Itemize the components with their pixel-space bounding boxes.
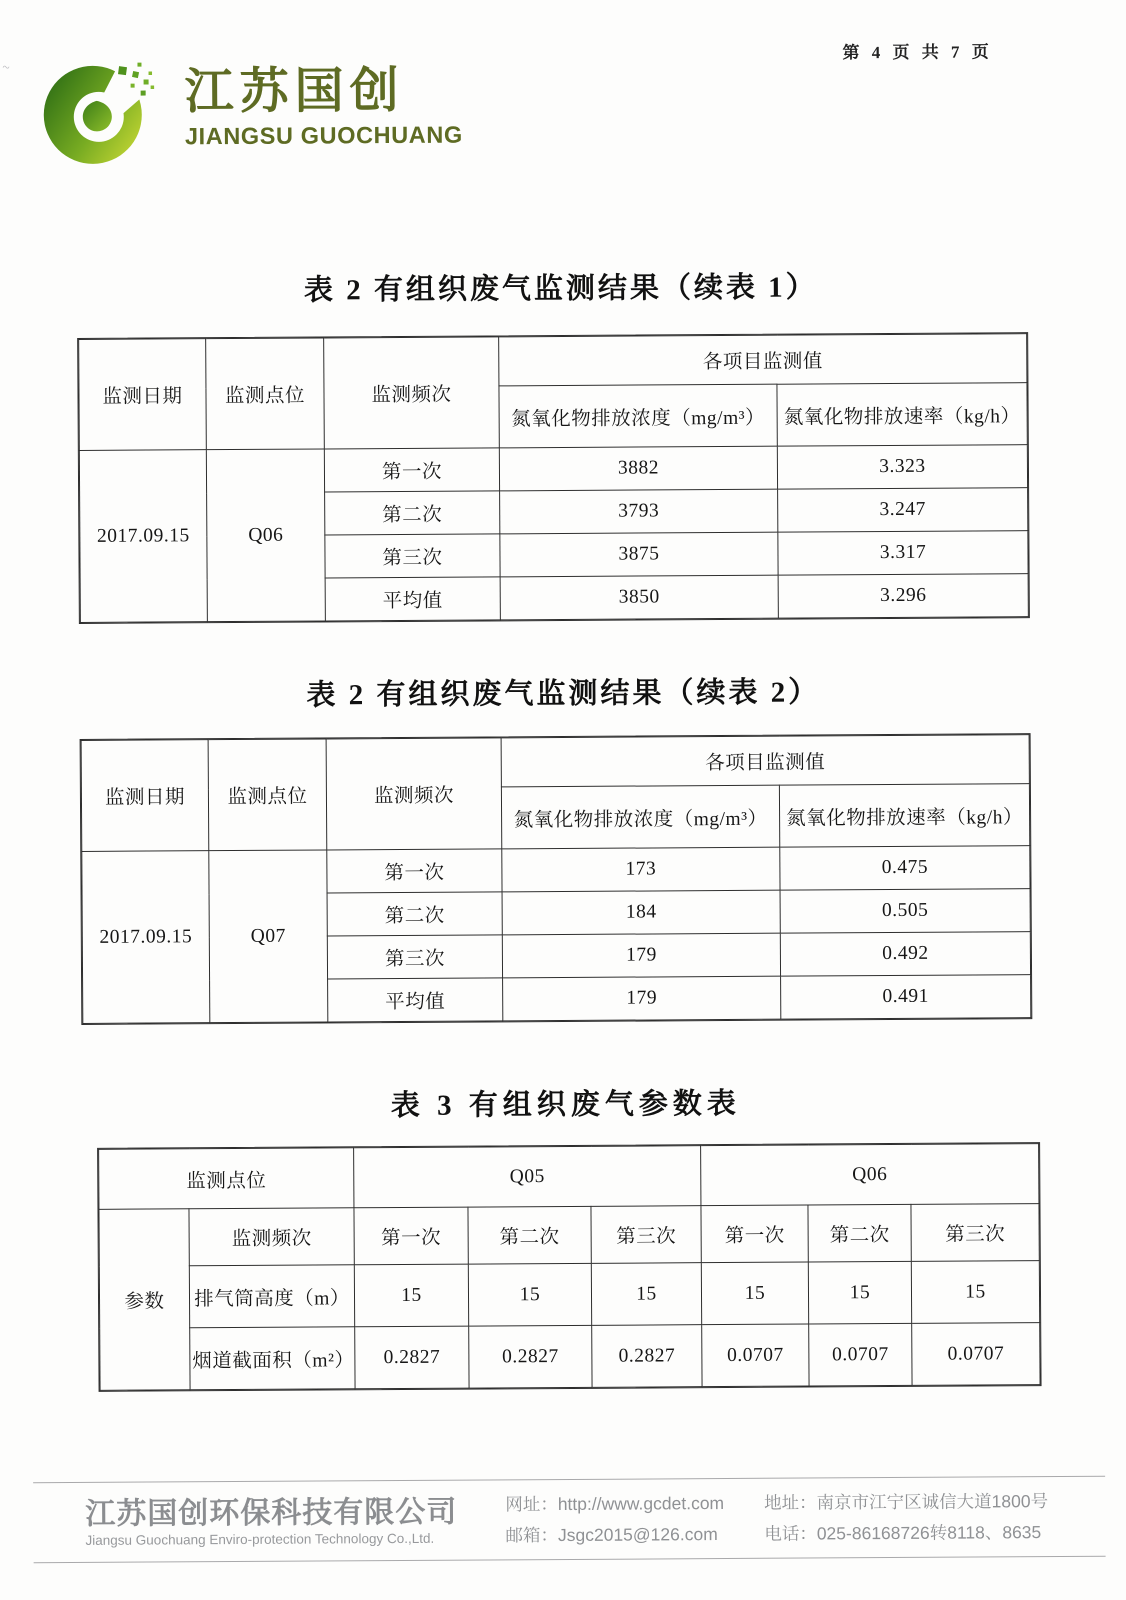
- table-header-row: [79, 334, 1027, 389]
- header-q05: Q05: [354, 1146, 701, 1208]
- cell-value: 15: [468, 1263, 591, 1326]
- header-parameter: 参数: [99, 1209, 190, 1391]
- header-nox-rate: 氮氧化物排放速率（kg/h）: [777, 383, 1027, 447]
- table-header-row: [99, 1144, 1039, 1210]
- cell-conc: 3793: [500, 489, 778, 534]
- cell-rate: 3.317: [778, 531, 1028, 576]
- cell-value: 15: [701, 1262, 808, 1325]
- table-row: [79, 445, 1027, 494]
- table2-cont1-title: 表 2 有组织废气监测结果（续表 1）: [303, 271, 818, 307]
- cell-conc: 3875: [500, 532, 778, 577]
- cell-freq: 第一次: [327, 849, 502, 893]
- footer-company: [85, 1495, 457, 1547]
- waste-gas-table-cont1: [78, 333, 1029, 623]
- row-label-flue-area: 烟道截面积（m²）: [190, 1327, 355, 1390]
- header-date: 监测日期: [81, 740, 209, 852]
- header-freq-3: 第三次: [911, 1204, 1039, 1262]
- waste-gas-parameter-table: [98, 1143, 1041, 1391]
- header-q06: Q06: [701, 1144, 1039, 1206]
- cell-freq: 第二次: [327, 892, 502, 936]
- cell-freq: 第三次: [327, 935, 502, 979]
- table2-cont2-title: 表 2 有组织废气监测结果（续表 2）: [306, 676, 821, 712]
- header-point: 监测点位: [99, 1148, 354, 1210]
- cell-conc: 179: [503, 976, 781, 1021]
- scan-artifact: ~: [1, 58, 12, 75]
- waste-gas-table-cont2: [81, 734, 1032, 1024]
- cell-conc: 179: [502, 933, 780, 978]
- header-nox-concentration: 氮氧化物排放浓度（mg/m³）: [499, 384, 777, 448]
- row-label-stack-height: 排气筒高度（m）: [189, 1265, 354, 1328]
- table-row: [82, 846, 1030, 895]
- cell-conc: 173: [502, 847, 780, 892]
- cell-value: 15: [591, 1263, 701, 1326]
- cell-freq: 第二次: [325, 491, 500, 535]
- cell-rate: 0.505: [780, 889, 1030, 934]
- header-nox-concentration: 氮氧化物排放浓度（mg/m³）: [501, 785, 779, 849]
- footer-phone: 电话：025-86168726转8118、8635: [764, 1521, 1042, 1544]
- footer-web-contact: [505, 1488, 724, 1551]
- cell-value: 0.0707: [912, 1323, 1040, 1386]
- header-freq-2: 第二次: [468, 1206, 591, 1264]
- logo-text-en: JIANGSU GUOCHUANG: [184, 121, 463, 150]
- header-monitor-values-group: 各项目监测值: [499, 334, 1027, 386]
- footer-website: 网址：http://www.gcdet.com: [505, 1493, 725, 1515]
- cell-value: 0.2827: [469, 1325, 592, 1388]
- table3-title: 表 3 有组织废气参数表: [390, 1087, 741, 1123]
- header-monitor-values-group: 各项目监测值: [501, 735, 1029, 787]
- header-freq-2: 第二次: [808, 1204, 911, 1262]
- footer-address-contact: [764, 1486, 1048, 1549]
- cell-rate: 3.247: [778, 488, 1028, 533]
- cell-value: 0.2827: [592, 1325, 702, 1388]
- cell-rate: 3.323: [777, 445, 1027, 490]
- cell-rate: 3.296: [778, 574, 1028, 619]
- footer-address: 地址：南京市江宁区诚信大道1800号: [764, 1491, 1049, 1513]
- cell-point: Q07: [209, 850, 328, 1023]
- cell-value: 15: [354, 1264, 468, 1327]
- cell-freq: 平均值: [325, 577, 500, 621]
- table-subheader-row: [99, 1204, 1039, 1267]
- table-row-flue-area: [100, 1323, 1040, 1391]
- cell-value: 15: [911, 1261, 1039, 1324]
- header-frequency: 监测频次: [324, 337, 500, 449]
- cell-rate: 0.492: [780, 932, 1030, 977]
- logo-swirl-icon: [40, 54, 163, 167]
- cell-conc: 184: [502, 890, 780, 935]
- cell-conc: 3850: [500, 575, 778, 620]
- header-point: 监测点位: [208, 739, 327, 851]
- header-nox-rate: 氮氧化物排放速率（kg/h）: [779, 784, 1029, 848]
- header-frequency: 监测频次: [326, 738, 502, 850]
- footer: [33, 1476, 1105, 1564]
- footer-email: 邮箱：Jsgc2015@126.com: [505, 1523, 718, 1545]
- cell-freq: 平均值: [328, 978, 503, 1022]
- header-point: 监测点位: [206, 338, 325, 450]
- cell-rate: 0.491: [781, 975, 1031, 1020]
- logo-text-cn: 江苏国创: [184, 63, 405, 120]
- cell-date: 2017.09.15: [79, 450, 207, 623]
- cell-rate: 0.475: [780, 846, 1030, 891]
- header-frequency: 监测频次: [189, 1208, 354, 1266]
- cell-value: 15: [808, 1261, 911, 1324]
- logo-wordmark: [184, 63, 463, 151]
- table-header-row: [81, 735, 1029, 790]
- footer-company-cn: 江苏国创环保科技有限公司: [85, 1495, 458, 1531]
- header-freq-3: 第三次: [591, 1206, 701, 1264]
- table-row-stack-height: [99, 1261, 1039, 1329]
- cell-value: 0.2827: [355, 1326, 469, 1389]
- header-date: 监测日期: [79, 339, 207, 451]
- cell-freq: 第一次: [324, 448, 499, 492]
- header-freq-1: 第一次: [354, 1207, 468, 1265]
- cell-date: 2017.09.15: [82, 851, 210, 1024]
- cell-freq: 第三次: [325, 534, 500, 578]
- page-number: 第 4 页 共 7 页: [842, 42, 993, 63]
- cell-value: 0.0707: [809, 1323, 912, 1386]
- cell-point: Q06: [206, 449, 325, 622]
- cell-value: 0.0707: [702, 1324, 809, 1387]
- cell-conc: 3882: [499, 446, 777, 491]
- company-logo: [40, 53, 463, 168]
- header-freq-1: 第一次: [701, 1205, 808, 1263]
- footer-company-en: Jiangsu Guochuang Enviro-protection Technology Co.,Ltd.: [85, 1530, 435, 1548]
